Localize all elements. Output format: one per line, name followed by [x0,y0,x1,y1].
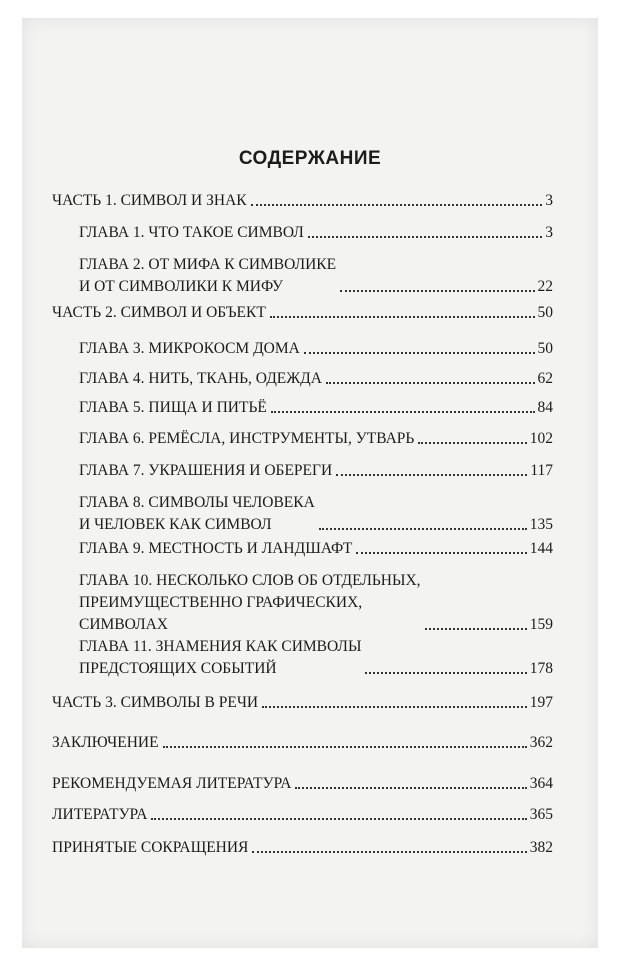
toc-entry-literature [52,804,553,826]
toc-entry-label: ГЛАВА 7. УКРАШЕНИЯ И ОБЕРЕГИ [79,462,333,479]
dot-leader [252,851,526,853]
toc-entry-page: 22 [537,278,553,295]
toc-entry-label: ГЛАВА 3. МИКРОКОСМ ДОМА [79,340,300,357]
toc-entry-page: 362 [529,734,553,751]
toc-entry-label: ЗАКЛЮЧЕНИЕ [52,734,159,751]
toc-entry-label: РЕКОМЕНДУЕМАЯ ЛИТЕРАТУРА [52,775,292,792]
toc-entry-chapter-5 [79,397,553,419]
toc-entry-chapter-10 [79,570,553,636]
toc-entry-label: ГЛАВА 2. ОТ МИФА К СИМВОЛИКЕ И ОТ СИМВОЛИКИ К МИФУ [79,256,337,295]
dot-leader [418,442,526,444]
toc-entry-chapter-11 [79,636,553,680]
toc-entry-page: 178 [529,660,553,677]
toc-entry-label: ЧАСТЬ 3. СИМВОЛЫ В РЕЧИ [52,694,259,711]
toc-entry-chapter-4 [79,368,553,390]
toc-entry-page: 135 [529,516,553,533]
toc-entry-page: 365 [529,806,553,823]
dot-leader [163,746,527,748]
toc-entry-page: 62 [537,370,553,387]
toc-entry-page: 159 [529,616,553,633]
toc-entry-label: ГЛАВА 8. СИМВОЛЫ ЧЕЛОВЕКА И ЧЕЛОВЕК КАК СИМВОЛ [79,494,315,533]
dot-leader [308,236,542,238]
toc-entry-page: 50 [537,340,553,357]
toc-entry-conclusion [52,732,553,754]
toc-entry-label: ГЛАВА 11. ЗНАМЕНИЯ КАК СИМВОЛЫ ПРЕДСТОЯЩИХ СОБЫТИЙ [79,638,362,677]
toc-entry-label: ПРИНЯТЫЕ СОКРАЩЕНИЯ [52,839,249,856]
toc-entry-page: 102 [529,430,553,447]
dot-leader [251,204,543,206]
toc-entry-page: 117 [530,462,553,479]
dot-leader [340,290,534,292]
toc-entry-chapter-8 [79,492,553,536]
dot-leader [319,528,527,530]
toc-entry-label: ЧАСТЬ 1. СИМВОЛ И ЗНАК [52,192,247,209]
toc-entry-part-3 [52,692,553,714]
toc-entry-chapter-6 [79,428,553,450]
toc-entry-chapter-1 [79,222,553,244]
toc-entry-label: ЧАСТЬ 2. СИМВОЛ И ОБЪЕКТ [52,304,266,321]
toc-entry-page: 50 [537,304,553,321]
dot-leader [295,787,526,789]
toc-entry-label: ГЛАВА 5. ПИЩА И ПИТЬЁ [79,399,267,416]
toc-entry-label: ГЛАВА 9. МЕСТНОСТЬ И ЛАНДШАФТ [79,540,353,557]
toc-entry-label: ГЛАВА 4. НИТЬ, ТКАНЬ, ОДЕЖДА [79,370,322,387]
toc-entry-page: 3 [545,192,553,209]
toc-entry-page: 84 [537,399,553,416]
toc-entry-part-2 [52,302,553,324]
dot-leader [151,818,526,820]
toc-entry-page: 382 [529,839,553,856]
dot-leader [326,382,535,384]
toc-entry-chapter-7 [79,460,553,482]
toc-entry-page: 197 [529,694,553,711]
toc-entry-part-1 [52,190,553,212]
toc-entry-page: 364 [529,775,553,792]
toc-entry-chapter-3 [79,338,553,360]
toc-entry-recommended-literature [52,773,553,795]
toc-entry-label: ГЛАВА 6. РЕМЁСЛА, ИНСТРУМЕНТЫ, УТВАРЬ [79,430,415,447]
dot-leader [336,474,527,476]
dot-leader [270,316,535,318]
toc-entry-label: ЛИТЕРАТУРА [52,806,148,823]
dot-leader [365,672,526,674]
dot-leader [262,706,527,708]
dot-leader [425,628,527,630]
book-page [22,18,598,948]
toc-entry-chapter-2 [79,254,553,298]
dot-leader [304,352,535,354]
dot-leader [356,552,526,554]
toc-entry-label: ГЛАВА 1. ЧТО ТАКОЕ СИМВОЛ [79,224,304,241]
toc-entry-page: 3 [545,224,553,241]
toc-entry-label: ГЛАВА 10. НЕСКОЛЬКО СЛОВ ОБ ОТДЕЛЬНЫХ, ПРЕИМУЩЕСТВЕННО ГРАФИЧЕСКИХ, СИМВОЛАХ [79,572,421,633]
toc-title: СОДЕРЖАНИЕ [238,148,382,169]
dot-leader [271,411,535,413]
toc-entry-page: 144 [529,540,553,557]
toc-entry-chapter-9 [79,538,553,560]
toc-entry-abbreviations [52,837,553,859]
